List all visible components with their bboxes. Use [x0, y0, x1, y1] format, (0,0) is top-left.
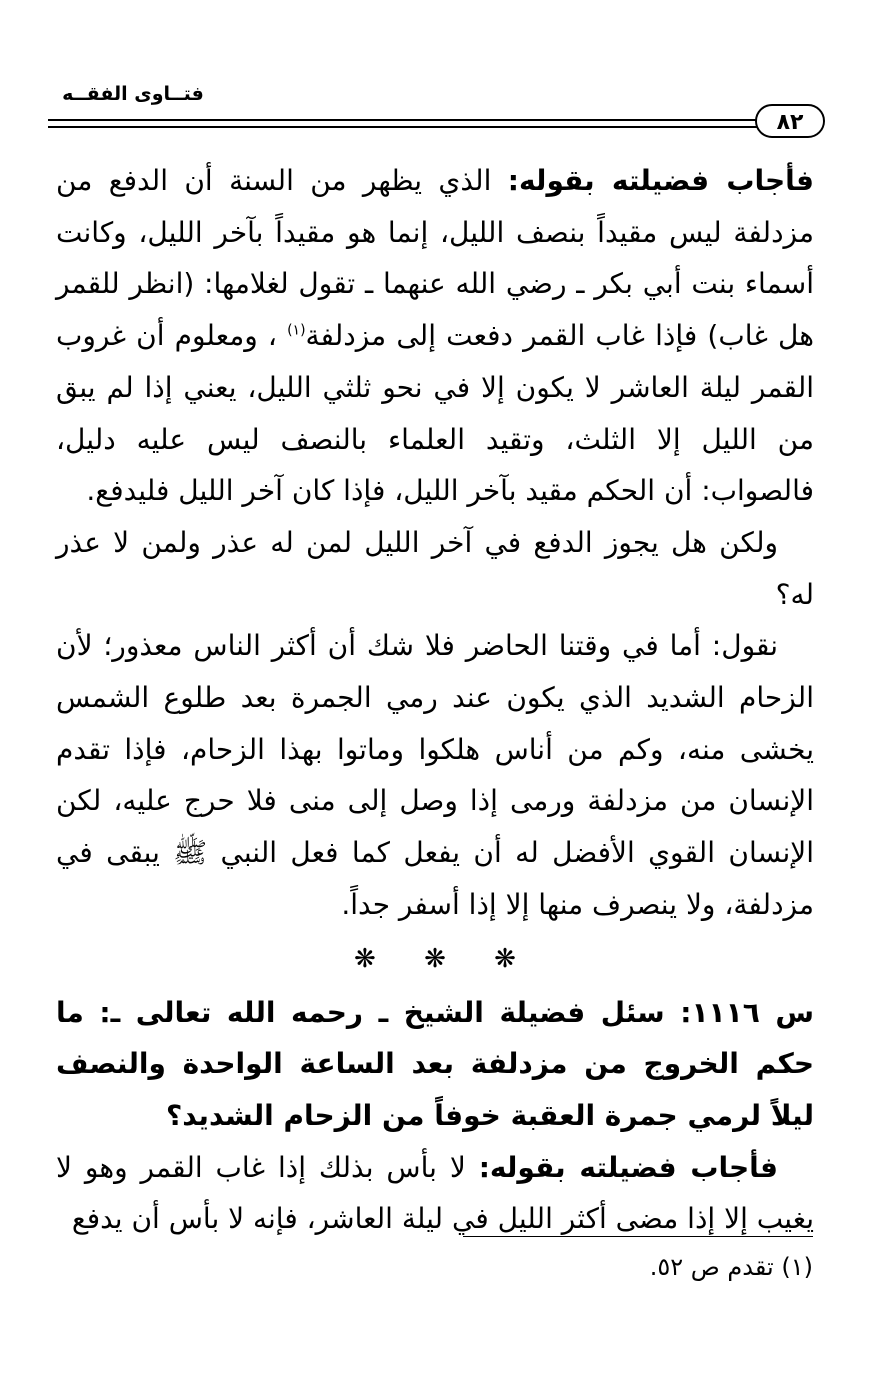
footnote-text: تقدم ص ٥٢.	[649, 1253, 774, 1281]
section-separator	[56, 931, 814, 987]
footnote-divider	[463, 1236, 813, 1237]
footnote	[313, 1250, 813, 1284]
separator-star-icon: ❋	[494, 943, 516, 974]
page-number: ٨٢	[755, 104, 825, 138]
header-rule-bottom	[48, 126, 770, 128]
answer-text: الذي يظهر من السنة أن الدفع من مزدلفة ليس مقيداً بنصف الليل، إنما هو مقيداً بآخر الليل، وكانت أسماء بنت أبي بكر ـ رضي الله عنهما ـ تقول لغلامها: (انظر للقمر هل غاب) فإذا غاب القمر دفعت إلى مزدلفة	[56, 164, 814, 353]
main-text	[56, 155, 814, 1245]
footnote-reference[interactable]: (١)	[287, 322, 306, 339]
answer-lead: فأجاب فضيلته بقوله:	[478, 1150, 779, 1184]
answer-lead: فأجاب فضيلته بقوله:	[507, 164, 814, 197]
separator-star-icon: ❋	[424, 943, 446, 974]
footnote-marker: (١)	[781, 1253, 813, 1281]
answer-text: لا بأس بذلك إذا غاب القمر وهو لا يغيب إلا إذا مضى أكثر الليل في ليلة العاشر، فإنه لا بأس أن يدفع	[56, 1150, 814, 1236]
paragraph-explanation: نقول: أما في وقتنا الحاضر فلا شك أن أكثر الناس معذور؛ لأن الزحام الشديد الذي يكون عند رمي الجمرة بعد طلوع الشمس يخشى منه، وكم من أناس هلكوا وماتوا بهذا الزحام، فإذا تقدم الإنسان من مزدلفة ورمى إذا وصل إلى منى فلا حرج عليه، لكن الإنسان القوي الأفضل له أن يفعل كما فعل النبي ﷺ يبقى في مزدلفة، ولا ينصرف منها إلا إذا أسفر جداً.	[56, 629, 814, 921]
separator-star-icon: ❋	[354, 943, 376, 974]
answer-paragraph-2	[56, 1142, 814, 1245]
running-header: فتــاوى الفقــه	[62, 83, 204, 105]
paragraph-question-rhetorical: ولكن هل يجوز الدفع في آخر الليل لمن له عذر ولمن لا عذر له؟	[56, 525, 814, 611]
answer-text-continued: ، ومعلوم أن غروب القمر ليلة العاشر لا يكون إلا في نحو ثلثي الليل، يعني إذا لم يبق من الليل إلا الثلث، وتقيد العلماء بالنصف ليس عليه دليل، فالصواب: أن الحكم مقيد بآخر الليل، فإذا كان آخر الليل فليدفع.	[56, 319, 814, 508]
answer-paragraph-1	[56, 155, 814, 517]
question-paragraph: س ١١١٦: سئل فضيلة الشيخ ـ رحمه الله تعالى ـ: ما حكم الخروج من مزدلفة بعد الساعة الواحدة والنصف ليلاً لرمي جمرة العقبة خوفاً من الزحام الشديد؟	[56, 995, 815, 1132]
header-rule-top	[48, 119, 770, 121]
